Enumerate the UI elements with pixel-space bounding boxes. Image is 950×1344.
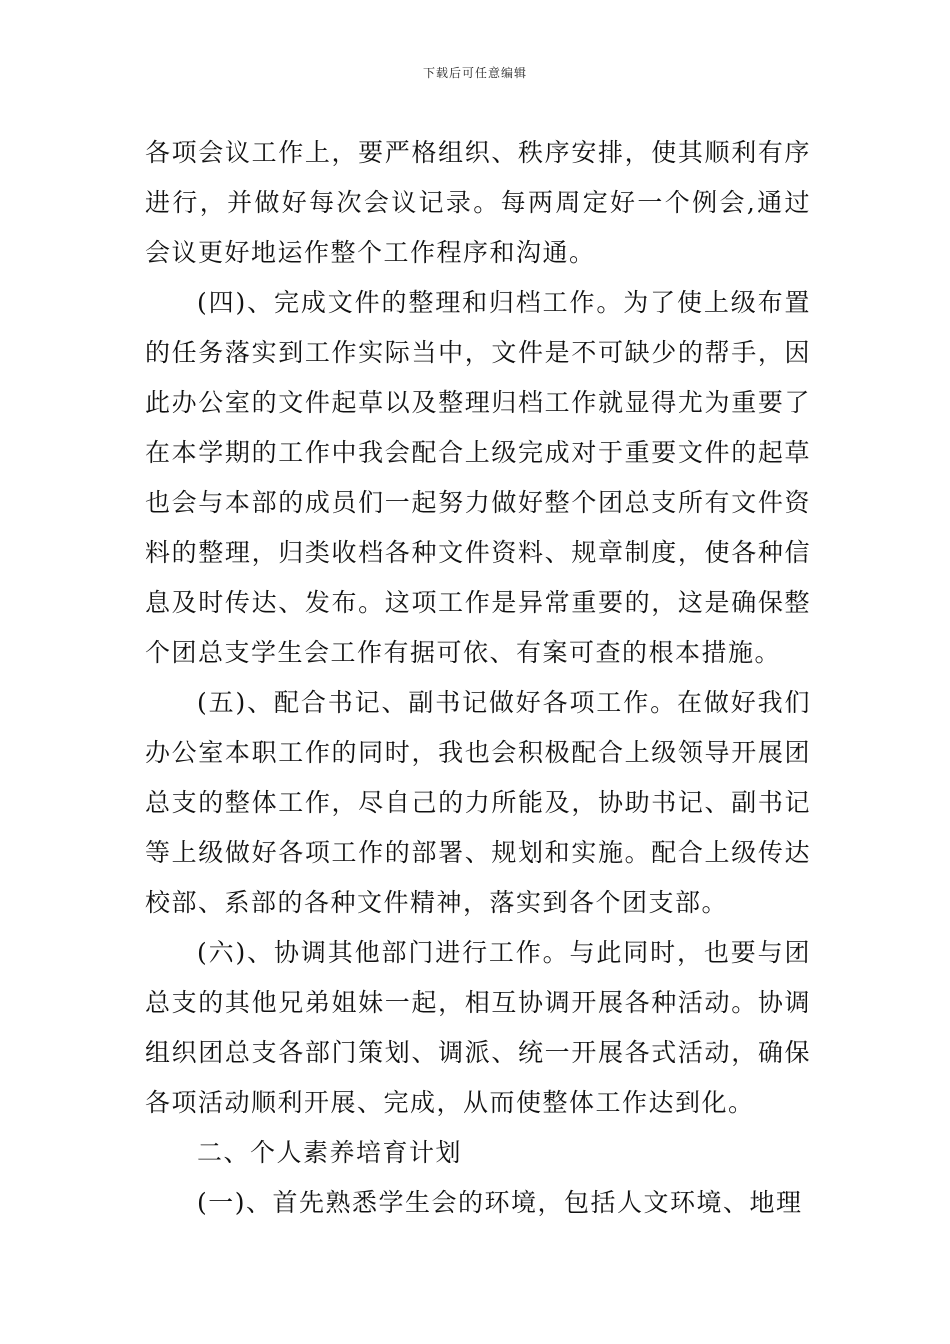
paragraph-section-five: (五)、配合书记、副书记做好各项工作。在做好我们办公室本职工作的同时，我也会积极配合上级领导开展团总支的整体工作，尽自己的力所能及，协助书记、副书记等上级做好各项工作的部署、规划和实施。配合上级传达校部、系部的各种文件精神，落实到各个团支部。 bbox=[145, 688, 811, 917]
section-heading-personal-plan: 二、个人素养培育计划 bbox=[197, 1138, 463, 1167]
paragraph-section-four: (四)、完成文件的整理和归档工作。为了使上级布置的任务落实到工作实际当中，文件是不可缺少的帮手，因此办公室的文件起草以及整理归档工作就显得尤为重要了在本学期的工作中我会配合上级完成对于重要文件的起草也会与本部的成员们一起努力做好整个团总支所有文件资料的整理，归类收档各种文件资料、规章制度，使各种信息及时传达、发布。这项工作是异常重要的，这是确保整个团总支学生会工作有据可依、有案可查的根本措施。 bbox=[145, 288, 811, 667]
paragraph-meeting-work: 各项会议工作上，要严格组织、秩序安排，使其顺利有序进行，并做好每次会议记录。每两周定好一个例会,通过会议更好地运作整个工作程序和沟通。 bbox=[145, 138, 811, 267]
paragraph-subsection-one: (一)、首先熟悉学生会的环境，包括人文环境、地理 bbox=[197, 1188, 803, 1217]
header-note: 下载后可任意编辑 bbox=[422, 66, 527, 80]
document-body bbox=[145, 128, 811, 1228]
paragraph-section-six: (六)、协调其他部门进行工作。与此同时，也要与团总支的其他兄弟姐妹一起，相互协调开展各种活动。协调组织团总支各部门策划、调派、统一开展各式活动，确保各项活动顺利开展、完成，从而使整体工作达到化。 bbox=[145, 938, 811, 1117]
